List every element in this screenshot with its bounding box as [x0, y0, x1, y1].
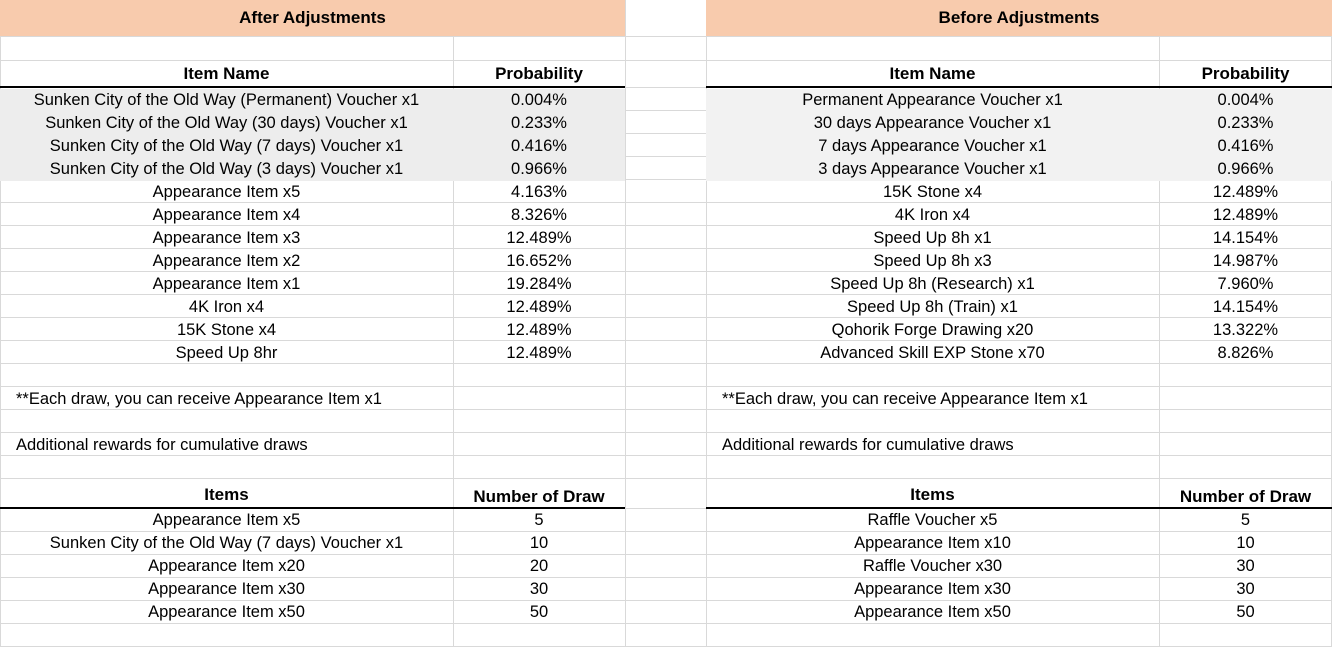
before-item-name: Advanced Skill EXP Stone x70 [820, 344, 1045, 362]
before-reward-name: Appearance Item x10 [854, 534, 1011, 552]
after-col-number-of-draw: Number of Draw [473, 487, 605, 506]
after-item-value: 16.652% [506, 252, 572, 270]
before-col-number-of-draw: Number of Draw [1179, 487, 1312, 506]
before-item-value: 14.987% [1212, 252, 1279, 270]
after-item-value: 0.233% [511, 114, 567, 132]
after-reward-name: Sunken City of the Old Way (7 days) Voucher x1 [49, 534, 404, 552]
after-item-name: Appearance Item x2 [152, 252, 301, 270]
after-reward-value: 50 [529, 603, 549, 621]
before-reward-name: Appearance Item x50 [854, 603, 1011, 621]
grid-line [0, 60, 1332, 61]
before-col-item-name: Item Name [889, 64, 976, 83]
after-item-value: 19.284% [506, 275, 572, 293]
after-item-value: 12.489% [506, 298, 572, 316]
grid-line [625, 0, 626, 647]
before-item-name: Speed Up 8h (Train) x1 [847, 298, 1018, 316]
after-item-name: Speed Up 8hr [175, 344, 278, 362]
after-reward-name: Appearance Item x50 [148, 603, 305, 621]
before-item-value: 0.233% [1217, 114, 1274, 132]
after-item-name: Sunken City of the Old Way (3 days) Voucher x1 [49, 160, 404, 178]
after-item-name: Sunken City of the Old Way (7 days) Voucher x1 [49, 137, 404, 155]
before-item-value: 14.154% [1212, 229, 1279, 247]
after-item-name: Appearance Item x1 [152, 275, 301, 293]
before-note-rewards: Additional rewards for cumulative draws [722, 436, 1014, 454]
after-item-name: Appearance Item x3 [152, 229, 301, 247]
grid-line [0, 432, 1332, 433]
before-reward-value: 30 [1236, 580, 1255, 598]
before-item-value: 14.154% [1212, 298, 1279, 316]
before-item-name: Qohorik Forge Drawing x20 [831, 321, 1034, 339]
after-item-value: 8.326% [511, 206, 567, 224]
after-item-value: 0.416% [511, 137, 567, 155]
before-item-name: 7 days Appearance Voucher x1 [818, 137, 1047, 155]
after-reward-name: Appearance Item x20 [148, 557, 305, 575]
before-item-value: 8.826% [1217, 344, 1274, 362]
after-item-name: 15K Stone x4 [176, 321, 277, 339]
before-col-probability: Probability [1201, 64, 1290, 83]
before-item-name: 15K Stone x4 [882, 183, 983, 201]
before-item-name: Speed Up 8h x3 [873, 252, 992, 270]
before-item-name: Permanent Appearance Voucher x1 [802, 91, 1063, 109]
before-reward-name: Appearance Item x30 [854, 580, 1011, 598]
before-reward-value: 50 [1236, 603, 1255, 621]
before-item-value: 12.489% [1212, 183, 1279, 201]
grid-line [0, 386, 1332, 387]
after-item-value: 12.489% [506, 344, 572, 362]
after-item-value: 0.966% [511, 160, 567, 178]
before-item-name: 4K Iron x4 [894, 206, 971, 224]
before-reward-value: 30 [1236, 557, 1255, 575]
before-col-items: Items [910, 485, 955, 504]
after-reward-value: 20 [529, 557, 549, 575]
before-item-value: 0.966% [1217, 160, 1274, 178]
after-item-name: Sunken City of the Old Way (Permanent) Voucher x1 [33, 91, 420, 109]
after-col-probability: Probability [495, 64, 583, 83]
after-item-value: 12.489% [506, 229, 572, 247]
after-item-name: Appearance Item x5 [152, 183, 301, 201]
before-reward-name: Raffle Voucher x5 [867, 511, 998, 529]
grid-line [0, 478, 1332, 479]
before-item-name: Speed Up 8h x1 [873, 229, 992, 247]
before-item-name: 30 days Appearance Voucher x1 [813, 114, 1052, 132]
before-item-name: 3 days Appearance Voucher x1 [818, 160, 1047, 178]
before-item-value: 13.322% [1212, 321, 1279, 339]
before-header [706, 0, 1332, 36]
after-note-rewards: Additional rewards for cumulative draws [16, 436, 308, 454]
before-header-rule [706, 86, 1332, 88]
after-item-value: 0.004% [511, 91, 567, 109]
after-reward-value: 10 [529, 534, 549, 552]
after-col-items: Items [204, 485, 249, 504]
before-item-value: 0.416% [1217, 137, 1274, 155]
after-note-draw: **Each draw, you can receive Appearance Item x1 [16, 390, 382, 408]
before-item-value: 0.004% [1217, 91, 1274, 109]
before-item-value: 12.489% [1212, 206, 1279, 224]
before-title: Before Adjustments [938, 8, 1100, 27]
after-item-name: 4K Iron x4 [188, 298, 265, 316]
before-item-name: Speed Up 8h (Research) x1 [830, 275, 1035, 293]
after-header [0, 0, 625, 36]
before-reward-value: 10 [1236, 534, 1255, 552]
after-item-name: Sunken City of the Old Way (30 days) Voucher x1 [45, 114, 408, 132]
after-item-value: 4.163% [511, 183, 567, 201]
after-reward-value: 5 [534, 511, 544, 529]
before-item-value: 7.960% [1217, 275, 1274, 293]
after-item-value: 12.489% [506, 321, 572, 339]
before-reward-value: 5 [1240, 511, 1251, 529]
before-note-draw: **Each draw, you can receive Appearance Item x1 [722, 390, 1088, 408]
after-item-name: Appearance Item x4 [152, 206, 301, 224]
after-reward-value: 30 [529, 580, 549, 598]
after-title: After Adjustments [239, 8, 386, 27]
after-reward-name: Appearance Item x5 [152, 511, 301, 529]
after-col-item-name: Item Name [183, 64, 270, 83]
before-reward-name: Raffle Voucher x30 [862, 557, 1003, 575]
after-header-rule [0, 86, 625, 88]
after-reward-name: Appearance Item x30 [148, 580, 305, 598]
grid-line [0, 36, 1332, 37]
